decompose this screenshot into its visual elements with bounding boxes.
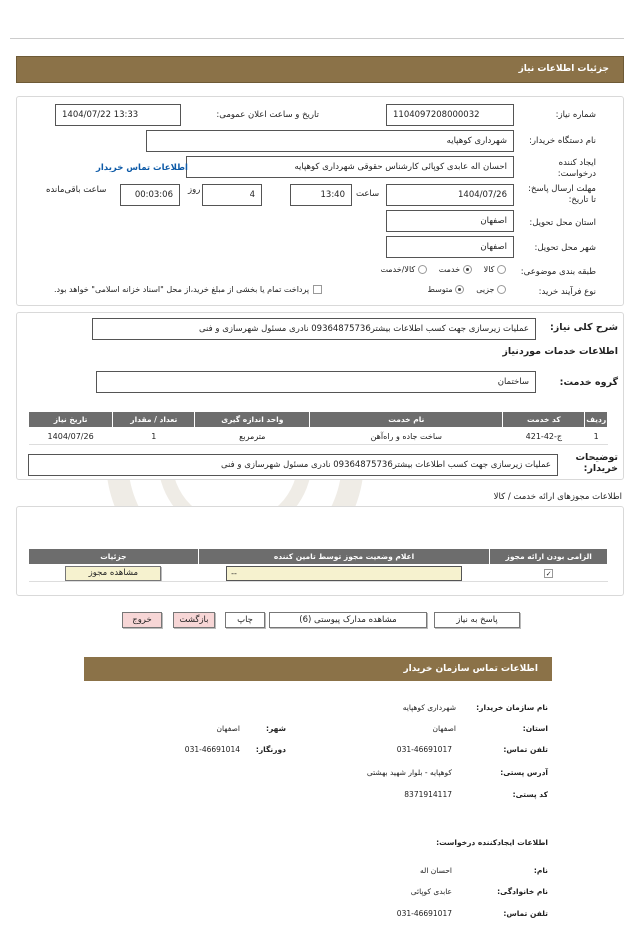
creator-family-label: نام خانوادگی: (497, 887, 548, 896)
th-unit: واحد اندازه گیری (195, 412, 310, 428)
deadline-label: مهلت ارسال پاسخ: تا تاریخ: (528, 184, 596, 205)
contact-postal-label: کد پستی: (512, 790, 548, 799)
process-label: نوع فرآیند خرید: (538, 287, 596, 297)
buyer-contact-link[interactable]: اطلاعات تماس خریدار (96, 163, 188, 173)
category-option-service[interactable]: خدمت (439, 265, 472, 274)
need-number-label: شماره نیاز: (555, 110, 596, 120)
contact-phone-label: تلفن تماس: (503, 745, 548, 754)
contact-postal-value: 8371914117 (404, 790, 452, 799)
required-checkbox: ✓ (545, 569, 552, 578)
cell-unit: مترمربع (195, 428, 310, 445)
contact-org-label: نام سازمان خریدار: (476, 703, 548, 712)
contact-province-label: استان: (522, 724, 548, 733)
table-row (29, 565, 608, 582)
cell-details (29, 565, 199, 582)
th-code: کد خدمت (503, 412, 585, 428)
creator-family-value: عابدی کوپائی (410, 887, 452, 896)
city-label: شهر محل تحویل: (534, 243, 596, 253)
category-radio-group (380, 265, 506, 274)
contact-phone-value: 031-46691017 (396, 745, 452, 754)
need-number-field: 1104097208000032 (386, 104, 514, 126)
cell-status (198, 565, 490, 582)
contact-address-label: آدرس پستی: (500, 768, 548, 777)
category-label: طبقه بندی موضوعی: (520, 267, 596, 277)
th-qty: تعداد / مقدار (113, 412, 195, 428)
reply-button[interactable]: پاسخ به نیاز (434, 612, 520, 628)
view-permit-button[interactable]: مشاهده مجوز (65, 566, 161, 581)
cell-name: ساخت جاده و راه‌آهن (310, 428, 503, 445)
creator-phone-value: 031-46691017 (396, 909, 452, 918)
contact-fax-value: 031-46691014 (184, 745, 240, 754)
province-field: اصفهان (386, 210, 514, 232)
contact-city-label: شهر: (266, 724, 286, 733)
attachments-button[interactable]: مشاهده مدارک پیوستی (6) (269, 612, 427, 628)
back-button[interactable]: بازگشت (173, 612, 215, 628)
print-button[interactable]: چاپ (225, 612, 265, 628)
cell-code: ج-42-421 (503, 428, 585, 445)
days-field: 4 (202, 184, 262, 206)
deadline-time-field: 13:40 (290, 184, 352, 206)
permit-status-field[interactable]: -- (226, 566, 462, 581)
announce-label: تاریخ و ساعت اعلان عمومی: (216, 110, 319, 120)
permits-table (28, 548, 608, 582)
creator-phone-label: تلفن تماس: (503, 909, 548, 918)
cell-required (490, 565, 608, 582)
service-group-field: ساختمان (96, 371, 536, 393)
creator-field: احسان اله عابدی کوپائی کارشناس حقوقی شهرداری کوهپایه (186, 156, 514, 178)
radio-goods[interactable] (497, 265, 506, 274)
buyer-notes-label: توضیحات خریدار: (575, 452, 618, 474)
th-status: اعلام وضعیت مجوز توسط تامین کننده (198, 549, 490, 565)
th-row: ردیف (585, 412, 608, 428)
process-option-minor[interactable]: جزیی (476, 285, 506, 294)
top-divider (10, 38, 624, 39)
treasury-option[interactable] (54, 285, 322, 294)
cell-date: 1404/07/26 (29, 428, 113, 445)
creator-name-label: نام: (533, 866, 548, 875)
th-name: نام خدمت (310, 412, 503, 428)
contact-fax-label: دورنگار: (255, 745, 286, 754)
contact-address-value: کوهپایه - بلوار شهید بهشتی (366, 768, 452, 777)
th-details: جزئیات (29, 549, 199, 565)
creator-info-title: اطلاعات ایجادکننده درخواست: (436, 838, 548, 847)
deadline-date-field: 1404/07/26 (386, 184, 514, 206)
city-field: اصفهان (386, 236, 514, 258)
contact-header: اطلاعات تماس سازمان خریدار (84, 657, 552, 681)
remaining-label: ساعت باقی‌مانده (46, 185, 107, 195)
contact-org-value: شهرداری کوهپایه (402, 703, 456, 712)
permits-table-header (29, 549, 608, 565)
radio-minor[interactable] (497, 285, 506, 294)
cell-row: 1 (585, 428, 608, 445)
announce-field: 1404/07/22 13:33 (55, 104, 181, 126)
summary-field: عملیات زیرسازی جهت کسب اطلاعات بیشتر09364875736 نادری مسئول شهرسازی و فنی (92, 318, 536, 340)
category-option-goods[interactable]: کالا (484, 265, 506, 274)
page-header: جزئیات اطلاعات نیاز (16, 56, 624, 83)
buyer-notes-field: عملیات زیرسازی جهت کسب اطلاعات بیشتر09364875736 نادری مسئول شهرسازی و فنی (28, 454, 558, 476)
table-row (29, 428, 608, 445)
province-label: استان محل تحویل: (529, 218, 596, 228)
buyer-org-field: شهرداری کوهپایه (146, 130, 514, 152)
permits-title: اطلاعات مجوزهای ارائه خدمت / کالا (493, 492, 622, 502)
time-label: ساعت (356, 189, 380, 199)
service-table-header (29, 412, 608, 428)
treasury-checkbox[interactable] (313, 285, 322, 294)
radio-service[interactable] (463, 265, 472, 274)
process-option-medium[interactable]: متوسط (428, 285, 465, 294)
contact-province-value: اصفهان (432, 724, 456, 733)
radio-medium[interactable] (455, 285, 464, 294)
summary-label: شرح کلی نیاز: (549, 322, 618, 333)
creator-label: ایجاد کننده درخواست: (557, 158, 596, 179)
service-group-label: گروه خدمت: (559, 377, 618, 388)
remaining-field: 00:03:06 (120, 184, 180, 206)
service-table (28, 411, 608, 445)
process-radio-group (428, 285, 507, 294)
cell-qty: 1 (113, 428, 195, 445)
radio-goods-service[interactable] (418, 265, 427, 274)
exit-button[interactable]: خروج (122, 612, 162, 628)
buyer-org-label: نام دستگاه خریدار: (529, 136, 596, 146)
th-required: الزامی بودن ارائه مجوز (490, 549, 608, 565)
days-label: روز (188, 185, 201, 195)
treasury-text: پرداخت تمام یا بخشی از مبلغ خرید،از محل "اسناد خزانه اسلامی" خواهد بود. (54, 285, 310, 294)
category-option-both[interactable]: کالا/خدمت (380, 265, 426, 274)
th-date: تاریخ نیاز (29, 412, 113, 428)
creator-name-value: احسان اله (420, 866, 452, 875)
contact-city-value: اصفهان (216, 724, 240, 733)
services-title: اطلاعات خدمات موردنیاز (502, 346, 618, 357)
